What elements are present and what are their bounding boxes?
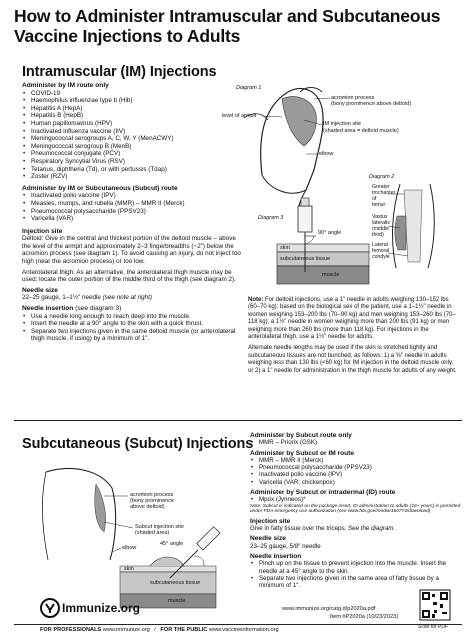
im-needle-size-text: 22–25 gauge, 1–1½" needle	[22, 294, 101, 302]
subcut-tissue-label: subcutaneous tissue	[150, 580, 201, 586]
footer-public-url[interactable]: www.vaccineinformation.org	[208, 627, 279, 633]
diagram1-site-label: IM injection site	[323, 121, 361, 127]
subcut-only-heading: Administer by Subcut route only	[250, 432, 352, 439]
im-needle-size-note: (see note at right)	[102, 294, 153, 302]
list-item: • MMR – Priorix (GSK)	[257, 439, 462, 446]
im-either-heading: Administer by IM or Subcutaneous (Subcut) route	[22, 184, 178, 192]
list-item: • Hepatitis B (HepB)	[29, 112, 244, 120]
list-item: • Inactivated polio vaccine (IPV)	[257, 471, 462, 478]
subcut-site-heading: Injection site	[250, 517, 291, 525]
footer-pdf-url[interactable]: www.immunize.org/catg.d/p2020a.pdf	[282, 606, 376, 612]
subcut-site-text: Give in fatty tissue over the triceps.	[250, 525, 347, 533]
subcut-id-list	[250, 496, 462, 503]
im-site-heading: Injection site	[22, 227, 63, 235]
subcut-either-heading: Administer by Subcut or IM route	[250, 449, 355, 457]
immunize-logo-icon	[40, 598, 60, 618]
footer-pros-url[interactable]: www.immunize.org	[102, 627, 150, 633]
diagram1-acromion-sub: (bony prominence above deltoid)	[331, 101, 412, 107]
subcut-insertion-heading: Needle insertion	[250, 553, 302, 561]
list-item: • Insert the needle at a 90° angle to the skin with a quick thrust.	[29, 320, 244, 328]
subcut-skin-label: skin	[124, 566, 134, 572]
subcut-needle-size-text: 23–25 gauge, 5/8" needle	[250, 542, 321, 550]
diagram3-muscle-label: muscle	[322, 272, 340, 278]
subcut-angle-label: 45° angle	[160, 541, 184, 547]
footer-pros-label: FOR PROFESSIONALS	[40, 627, 102, 633]
list-item: • Meningococcal serogroup B (MenB)	[29, 143, 244, 151]
diagram1-acromion-text: acromion process	[331, 95, 375, 101]
list-item: • Pneumococcal conjugate (PCV)	[29, 150, 244, 158]
diagram2-label: Diagram 2	[369, 174, 395, 180]
list-item: • Varicella (VAR)	[29, 215, 244, 223]
list-item: • Inactivated influenza vaccine (IIV)	[29, 128, 244, 136]
diagram2-condyle-label: Lateral femoral condyle	[372, 242, 390, 260]
diagram1-site-sub: (shaded area = deltoid muscle)	[323, 128, 399, 134]
im-route-only-heading: Administer by IM route only	[22, 82, 109, 89]
im-site-thigh-text: Anterolateral thigh: As an alternative, the anterolateral thigh muscle may be used; locate the outer portion of the middle third of the thigh (see diagram 2).	[22, 268, 236, 284]
im-needle-size-heading: Needle size	[22, 286, 58, 294]
list-item: • MMR – MMR II (Merck)	[257, 457, 462, 464]
qr-scan-label: Scan for PDF	[418, 624, 449, 630]
list-item: • Tetanus, diphtheria (Td), or with pertussis (Tdap)	[29, 166, 244, 174]
list-item: • Measles, mumps, and rubella (MMR) – MMR II (Merck)	[29, 200, 244, 208]
list-item: • Zoster (RZV)	[29, 173, 244, 181]
im-insertion-note: (see diagram 3)	[75, 305, 122, 313]
list-item: • Pneumococcal polysaccharide (PPSV23)	[29, 208, 244, 216]
subcut-right-column	[250, 432, 462, 590]
subcut-section-heading: Subcutaneous (Subcut) Injections	[22, 436, 254, 452]
im-insertion-heading: Needle insertion	[22, 305, 74, 313]
diagram3-label: Diagram 3	[258, 215, 284, 221]
diagram1-armpit-label: level of armpit	[222, 113, 257, 119]
list-item: • Hepatitis A (HepA)	[29, 105, 244, 113]
list-item: • Use a needle long enough to reach deep into the muscle.	[29, 313, 244, 321]
list-item: • Separate two injections given in the same area of fatty tissue by a minimum of 1".	[257, 575, 462, 590]
list-item: • Varicella (VAR; chickenpox)	[257, 479, 462, 486]
diagram3-angle-label: 90° angle	[318, 230, 342, 236]
title-line-2: Vaccine Injections to Adults	[14, 26, 241, 46]
list-item: • Pinch up on the tissue to prevent injection into the muscle. Insert the needle at a 45° angle to the skin.	[257, 560, 462, 575]
diagram1-elbow-label: elbow	[319, 151, 334, 157]
subcut-acromion-sub2: above deltoid)	[130, 504, 165, 510]
list-item: • Haemophilus influenzae type b (Hib)	[29, 97, 244, 105]
list-item: • Human papillomavirus (HPV)	[29, 120, 244, 128]
list-item: • Respiratory Syncytial Virus (RSV)	[29, 158, 244, 166]
list-item: • Meningococcal serogroups A, C, W, Y (MenACWY)	[29, 135, 244, 143]
subcut-site-see: See the diagram.	[348, 525, 396, 533]
immunize-logo-text: Immunize.org	[62, 601, 141, 615]
subcut-site-label: Subcut injection site	[135, 524, 184, 530]
title-line-1: How to Administer Intramuscular and Subcutaneous	[14, 6, 441, 26]
list-item: • COVID-19	[29, 90, 244, 98]
im-alt-text: Alternate needle lengths may be used if the skin is stretched tightly and subcutaneous tissues are not bunched, as follows: 1) a ⅝" needle in adults weighing less than 130 lbs (<60 kg) for IM injection in the deltoid muscle only, or 2) a 1" needle for administration in the thigh muscle for adults of any weight.	[248, 345, 457, 374]
subcut-either-list	[250, 457, 462, 486]
subcut-muscle-label: muscle	[168, 598, 186, 604]
list-item: • Inactivated polio vaccine (IPV)	[29, 192, 244, 200]
diagram3-subcut-label: subcutaneous tissue	[280, 256, 331, 262]
diagram2-vastus-label: Vastus lateralis (middle third)	[372, 214, 390, 238]
im-note-label: Note:	[248, 297, 264, 303]
im-note-text: For deltoid injections, use a 1" needle in adults weighing 130–152 lbs (60–70 kg); based on the biological sex of the patient, use a 1–1½" needle in women weighing 153–200 lbs (70–90 kg) and men weighing 153–260 lbs (70–118 kg); a 1½" needle in women weighing more than 200 lbs (91 kg) or men weighing more than 260 lbs (more than 118 kg). For injections in the anterolateral thigh, use a 1½" needle for adults.	[248, 297, 456, 341]
diagram2-trochanter-label: Greater trochanter of femur	[372, 184, 396, 208]
subcut-insertion-list	[250, 560, 462, 589]
qr-code-icon[interactable]	[420, 590, 450, 620]
list-item: • Separate two injections given in the same deltoid muscle (or anterolateral thigh muscle, if using) by a minimum of 1".	[29, 328, 244, 343]
footer-divider	[14, 624, 462, 625]
subcut-needle-size-heading: Needle size	[250, 535, 286, 543]
footer-professionals: FOR PROFESSIONALS www.immunize.org / FOR THE PUBLIC www.vaccineinformation.org	[40, 627, 279, 633]
diagram1-label: Diagram 1	[236, 85, 262, 91]
im-section-heading: Intramuscular (IM) Injections	[22, 64, 217, 80]
diagram3-skin-label: skin	[280, 245, 290, 251]
footer-item-number: Item #P2020a (10/23/2023)	[330, 614, 399, 620]
subcut-site-sub: (shaded area)	[135, 530, 170, 536]
list-item: • Pneumococcal polysaccharide (PPSV23)	[257, 464, 462, 471]
subcut-id-note: Note: Subcut is indicated on the package insert. ID administration to adults (18+ years) is permitted under FDA emergency use authorization (see www.fda.gov/media/160774/download)	[250, 503, 461, 515]
subcut-id-heading: Administer by Subcut or intradermal (ID) route	[250, 489, 396, 497]
subcut-site	[250, 525, 462, 532]
subcut-only-list	[250, 439, 462, 446]
subcut-elbow-label: elbow	[122, 545, 137, 551]
subcut-acromion-sub: (bony prominence	[130, 498, 175, 504]
list-item: • Mpox (Jynneos)*	[257, 496, 462, 503]
im-site-deltoid-text: Deltoid: Give in the central and thickest portion of the deltoid muscle – above the level of the armpit and approximately 2–3 fingerbreadths (~2") below the acromion process (see diagram 1). To avoid causing an injury, do not inject too high (near the acromion process) or too low.	[22, 235, 241, 266]
footer-public-label: FOR THE PUBLIC	[160, 627, 208, 633]
subcut-acromion-label: acromion process	[130, 492, 174, 498]
